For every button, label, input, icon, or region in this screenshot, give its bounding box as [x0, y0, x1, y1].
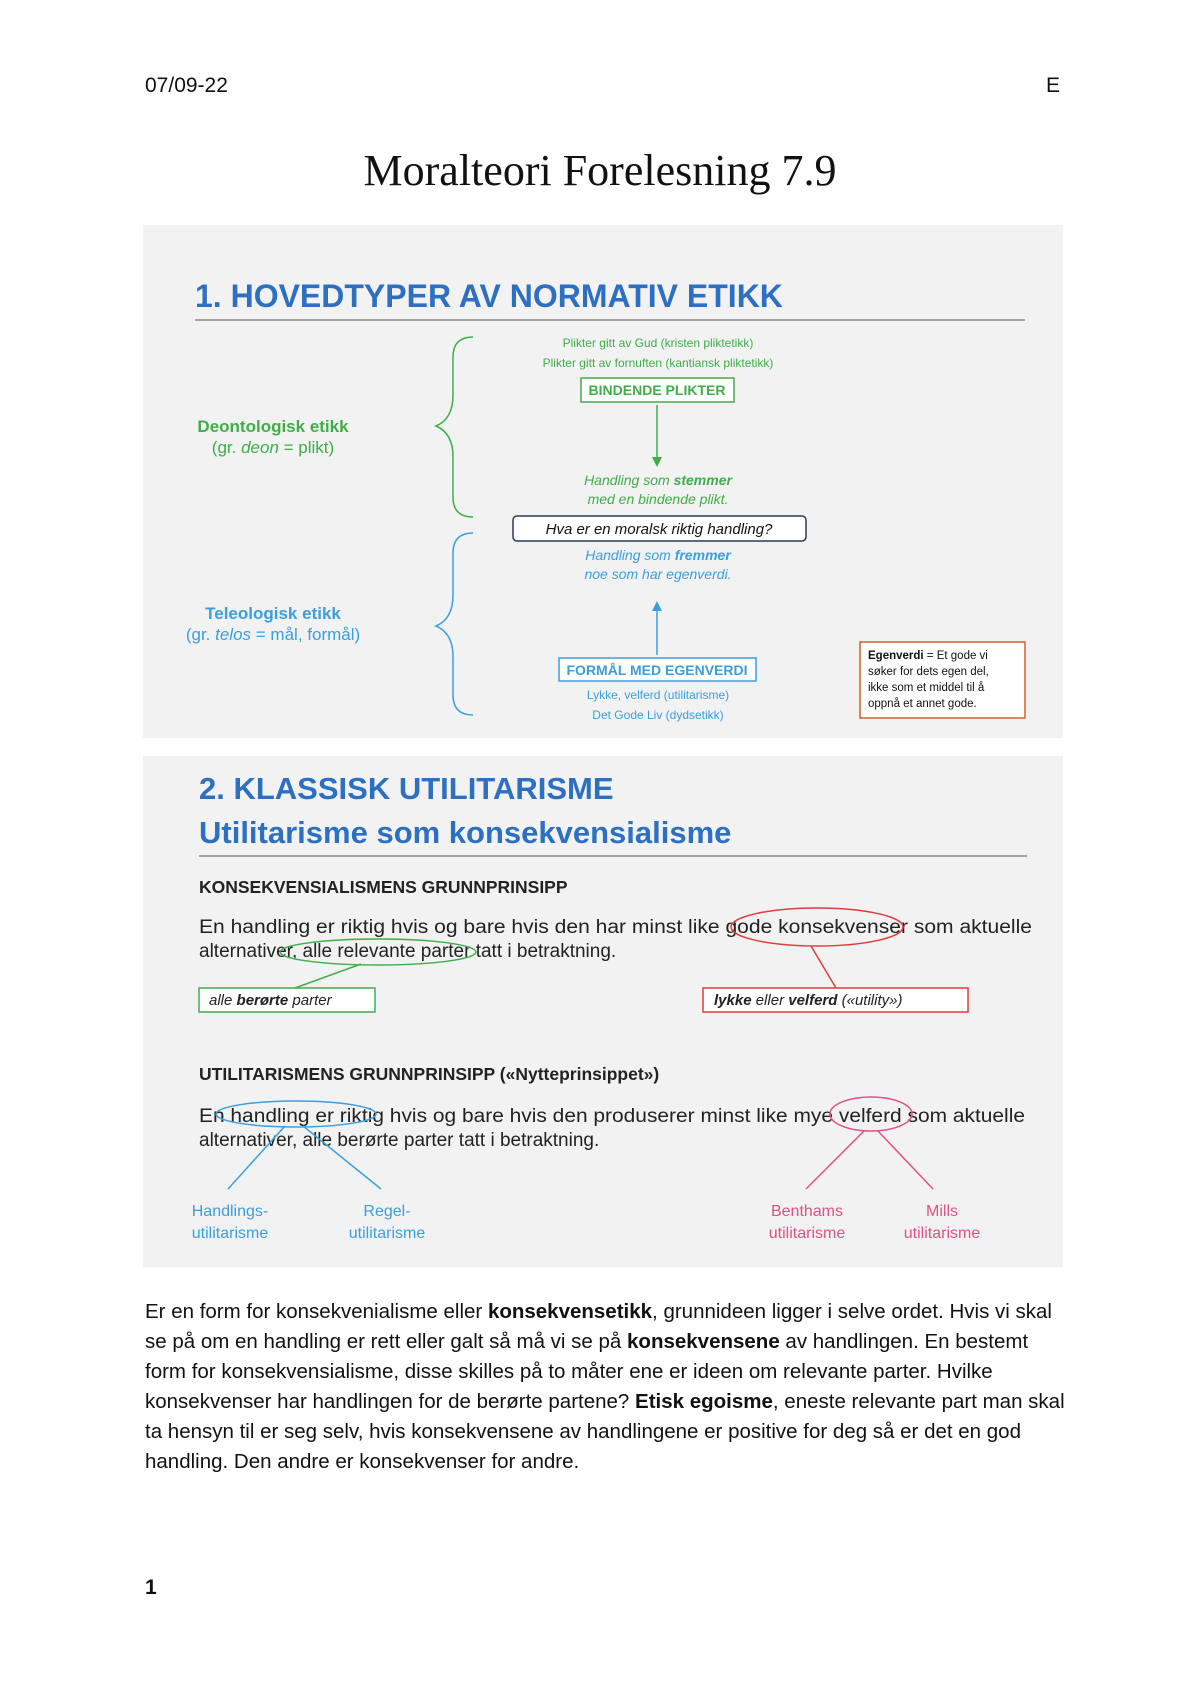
- page-title: Moralteori Forelesning 7.9: [363, 146, 837, 195]
- utility-principle-line2: alternativer, alle berørte parter tatt i betraktning.: [199, 1130, 600, 1151]
- bentham-connector: [806, 1131, 864, 1189]
- telos-brace: [436, 533, 473, 715]
- term-consequences: konsekvensene: [627, 1330, 780, 1353]
- duties-box-label: BINDENDE PLIKTER: [588, 382, 726, 398]
- consequentialism-line2: alternativer, alle relevante parter tatt i betraktning.: [199, 941, 617, 962]
- header-date: 07/09-22: [145, 74, 228, 97]
- consequentialism-line1: En handling er riktig hvis og bare hvis den har minst like gode konsekvenser som aktuelle: [199, 917, 1032, 938]
- definition-line4: oppnå et annet gode.: [868, 698, 977, 710]
- page-number: 1: [145, 1576, 157, 1599]
- slide2-heading: 2. KLASSISK UTILITARISME: [199, 771, 614, 806]
- rule-utilitarianism-label-1: Regel-: [363, 1203, 411, 1220]
- rule-utilitarianism-label-2: utilitarisme: [348, 1225, 426, 1242]
- deon-gloss: (gr. deon = plikt): [211, 438, 335, 457]
- slide-classical-utilitarianism: [143, 756, 1063, 1267]
- term-consequence-ethics: konsekvensetikk: [487, 1300, 653, 1323]
- telos-label: Teleologisk etikk: [205, 604, 341, 623]
- mill-connector: [878, 1131, 933, 1189]
- act-utilitarianism-label-2: utilitarisme: [191, 1225, 269, 1242]
- telos-action-line2: noe som har egenverdi.: [584, 566, 732, 582]
- body-paragraph: Er en form for konsekvenialisme eller konsekvensetikk, grunnideen ligger i selve ordet. Hvis vi skal se på om en handling er rett eller galt så må vi se på konsekvensene av handlingen. En bestemt form for konsekvensialisme, disse skilles på to måter ene er ideen om relevante parter. Hvilke konsekvenser har handlingen for de berørte partene? Etisk egoisme, eneste relevante part man skal ta hensyn til er seg selv, hvis konsekvensene av handlingene er positive for deg så er det en god handling. Den andre er konsekvenser for andre.: [145, 1300, 1065, 1473]
- mill-label-2: utilitarisme: [903, 1225, 981, 1242]
- slide-normative-ethics-diagram: [143, 225, 1063, 738]
- bentham-label-2: utilitarisme: [768, 1225, 846, 1242]
- utility-principle-title: UTILITARISMENS GRUNNPRINSIPP («Nytteprinsippet»): [199, 1064, 660, 1084]
- relevant-parties-connector: [295, 964, 361, 988]
- deon-brace: [436, 337, 473, 517]
- consequentialism-principle-title: KONSEKVENSIALISMENS GRUNNPRINSIPP: [199, 877, 568, 897]
- definition-line1: Egenverdi = Et gode vi: [868, 650, 988, 662]
- duty-source-god: Plikter gitt av Gud (kristen pliktetikk): [562, 336, 754, 350]
- affected-parties-label: alle berørte parter: [209, 992, 332, 1009]
- utility-principle-line1: En handling er riktig hvis og bare hvis den produserer minst like mye velferd som aktuelle: [199, 1106, 1025, 1127]
- duties-arrowhead: [652, 457, 662, 467]
- act-utilitarianism-label-1: Handlings-: [191, 1203, 269, 1220]
- slide2-subheading: Utilitarisme som konsekvensialisme: [199, 815, 732, 850]
- definition-line2: søker for dets egen del,: [868, 666, 989, 678]
- deon-label: Deontologisk etikk: [197, 417, 349, 436]
- term-ethical-egoism: Etisk egoisme: [635, 1390, 773, 1413]
- deon-action-line1: Handling som stemmer: [584, 472, 732, 488]
- slide1-heading: 1. HOVEDTYPER AV NORMATIV ETIKK: [195, 278, 783, 314]
- consequences-connector: [811, 946, 836, 988]
- question-text: Hva er en moralsk riktig handling?: [545, 521, 773, 538]
- deon-action-line2: med en bindende plikt.: [587, 491, 729, 507]
- purpose-box-label: FORMÅL MED EGENVERDI: [566, 662, 748, 678]
- telos-gloss: (gr. telos = mål, formål): [185, 625, 361, 644]
- purpose-virtue-ethics: Det Gode Liv (dydsetikk): [592, 708, 724, 722]
- definition-line3: ikke som et middel til å: [868, 682, 985, 694]
- utility-label: lykke eller velferd («utility»): [714, 992, 903, 1009]
- bentham-label-1: Benthams: [770, 1203, 844, 1220]
- header-initial: E: [1045, 74, 1060, 97]
- mill-label-1: Mills: [926, 1203, 958, 1220]
- purpose-utilitarianism: Lykke, velferd (utilitarisme): [586, 688, 730, 702]
- slide-normative-ethics: [143, 225, 1063, 738]
- slide-utilitarianism-diagram: [143, 756, 1063, 1267]
- duty-source-reason: Plikter gitt av fornuften (kantiansk pliktetikk): [542, 356, 774, 370]
- telos-action-line1: Handling som fremmer: [585, 547, 731, 563]
